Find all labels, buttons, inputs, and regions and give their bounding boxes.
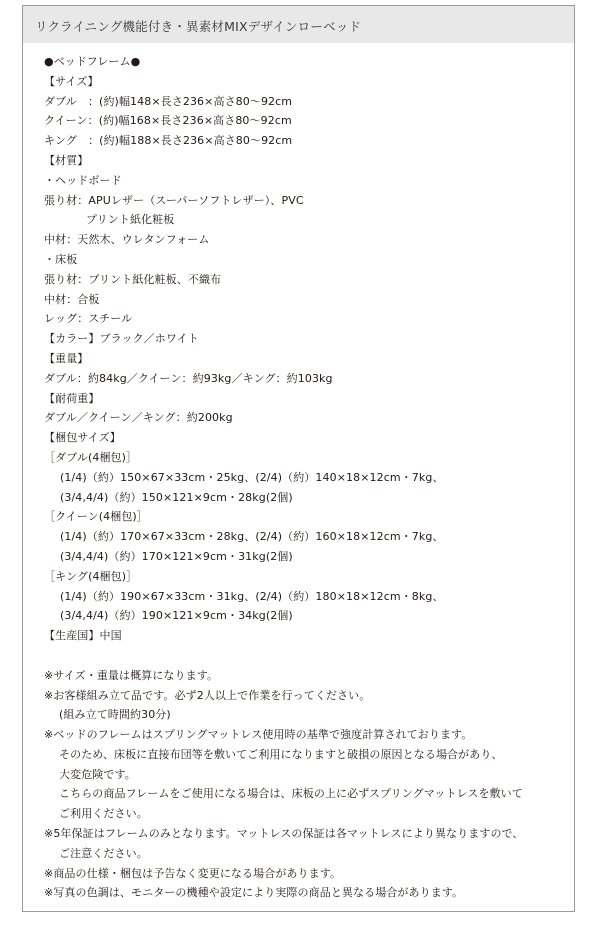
pkg-double-heading: ［ダブル(4梱包)］: [44, 450, 138, 464]
size-heading: 【サイズ】: [44, 74, 99, 88]
leg-material: レッグ：スチール: [44, 312, 133, 326]
load-heading: 【耐荷重】: [44, 391, 100, 405]
origin-info: 【生産国】中国: [44, 629, 122, 643]
note-assembly-time: (組み立て時間約30分): [59, 708, 171, 722]
weight-heading: 【重量】: [44, 351, 89, 365]
pkg-queen-line-1: (1/4)（約）170×67×33cm・28kg、(2/4)（約）160×18×12cm・7kg、: [60, 530, 444, 544]
material-heading: 【材質】: [44, 153, 89, 167]
floor-core: 中材：合板: [44, 292, 100, 306]
pkg-double-line-1: (1/4)（約）150×67×33cm・25kg、(2/4)（約）140×18×12cm・7kg、: [60, 470, 444, 484]
note-color-tone: ※写真の色調は、モニターの機種や設定により実際の商品と異なる場合があります。: [44, 886, 464, 900]
color-info: 【カラー】ブラック／ホワイト: [44, 332, 199, 346]
frame-heading: ●ベッドフレーム●: [44, 55, 141, 68]
headboard-cover-cont: プリント紙化粧板: [86, 213, 175, 227]
floorboard-label: ・床板: [44, 252, 78, 266]
note-spec-change: ※商品の仕様・梱包は予告なく変更になる場合があります。: [44, 866, 342, 880]
floor-cover: 張り材：プリント紙化粧板、不織布: [44, 272, 222, 286]
size-queen: クイーン：(約)幅168×長さ236×高さ80～92cm: [44, 114, 292, 128]
pkg-double-line-2: (3/4,4/4)（約）150×121×9cm・28kg(2個): [60, 490, 293, 504]
pkg-king-line-2: (3/4,4/4)（約）190×121×9cm・34kg(2個): [60, 609, 293, 623]
panel-header: [23, 6, 574, 43]
headboard-label: ・ヘッドボード: [44, 173, 122, 187]
size-king: キング ：(約)幅188×長さ236×高さ80～92cm: [44, 134, 293, 148]
panel-title: リクライニング機能付き・異素材MIXデザインローベッド: [35, 19, 362, 34]
note-assembly: ※お客様組み立て品です。必ず2人以上で作業を行ってください。: [44, 688, 371, 702]
note-strength-cont-4: ご利用ください。: [59, 807, 148, 821]
spacer: [44, 646, 564, 666]
pkg-queen-heading: ［クイーン(4梱包)］: [44, 510, 148, 524]
note-warranty-cont: ご注意ください。: [59, 846, 148, 860]
note-strength-cont-3: こちらの商品フレームをご使用になる場合は、床板の上に必ずスプリングマットレスを敷いて: [59, 787, 523, 801]
note-warranty: ※5年保証はフレームのみとなります。マットレスの保証は各マットレスにより異なりますので、: [44, 827, 524, 841]
note-strength: ※ベッドのフレームはスプリングマットレス使用時の基準で強度計算されております。: [44, 728, 473, 742]
spec-content: [44, 52, 564, 903]
load-info: ダブル／クイーン／キング：約200kg: [44, 411, 233, 425]
spec-panel: [22, 5, 575, 912]
note-strength-cont-2: 大変危険です。: [59, 767, 136, 781]
weight-info: ダブル：約84kg／クイーン：約93kg／キング：約103kg: [44, 371, 333, 385]
headboard-core: 中材：天然木、ウレタンフォーム: [44, 233, 210, 247]
size-double: ダブル ：(約)幅148×長さ236×高さ80～92cm: [44, 94, 293, 108]
headboard-cover: 張り材：APUレザー（スーパーソフトレザー）、PVC: [44, 193, 304, 207]
note-approx: ※サイズ・重量は概算になります。: [44, 668, 219, 682]
pkg-king-heading: ［キング(4梱包)］: [44, 569, 138, 583]
pkg-king-line-1: (1/4)（約）190×67×33cm・31kg、(2/4)（約）180×18×12cm・8kg、: [60, 589, 444, 603]
pkg-queen-line-2: (3/4,4/4)（約）170×121×9cm・31kg(2個): [60, 549, 293, 563]
package-heading: 【梱包サイズ】: [44, 431, 121, 445]
note-strength-cont-1: そのため、床板に直接布団等を敷いてご利用になりますと破損の原因となる場合があり、: [59, 747, 503, 761]
